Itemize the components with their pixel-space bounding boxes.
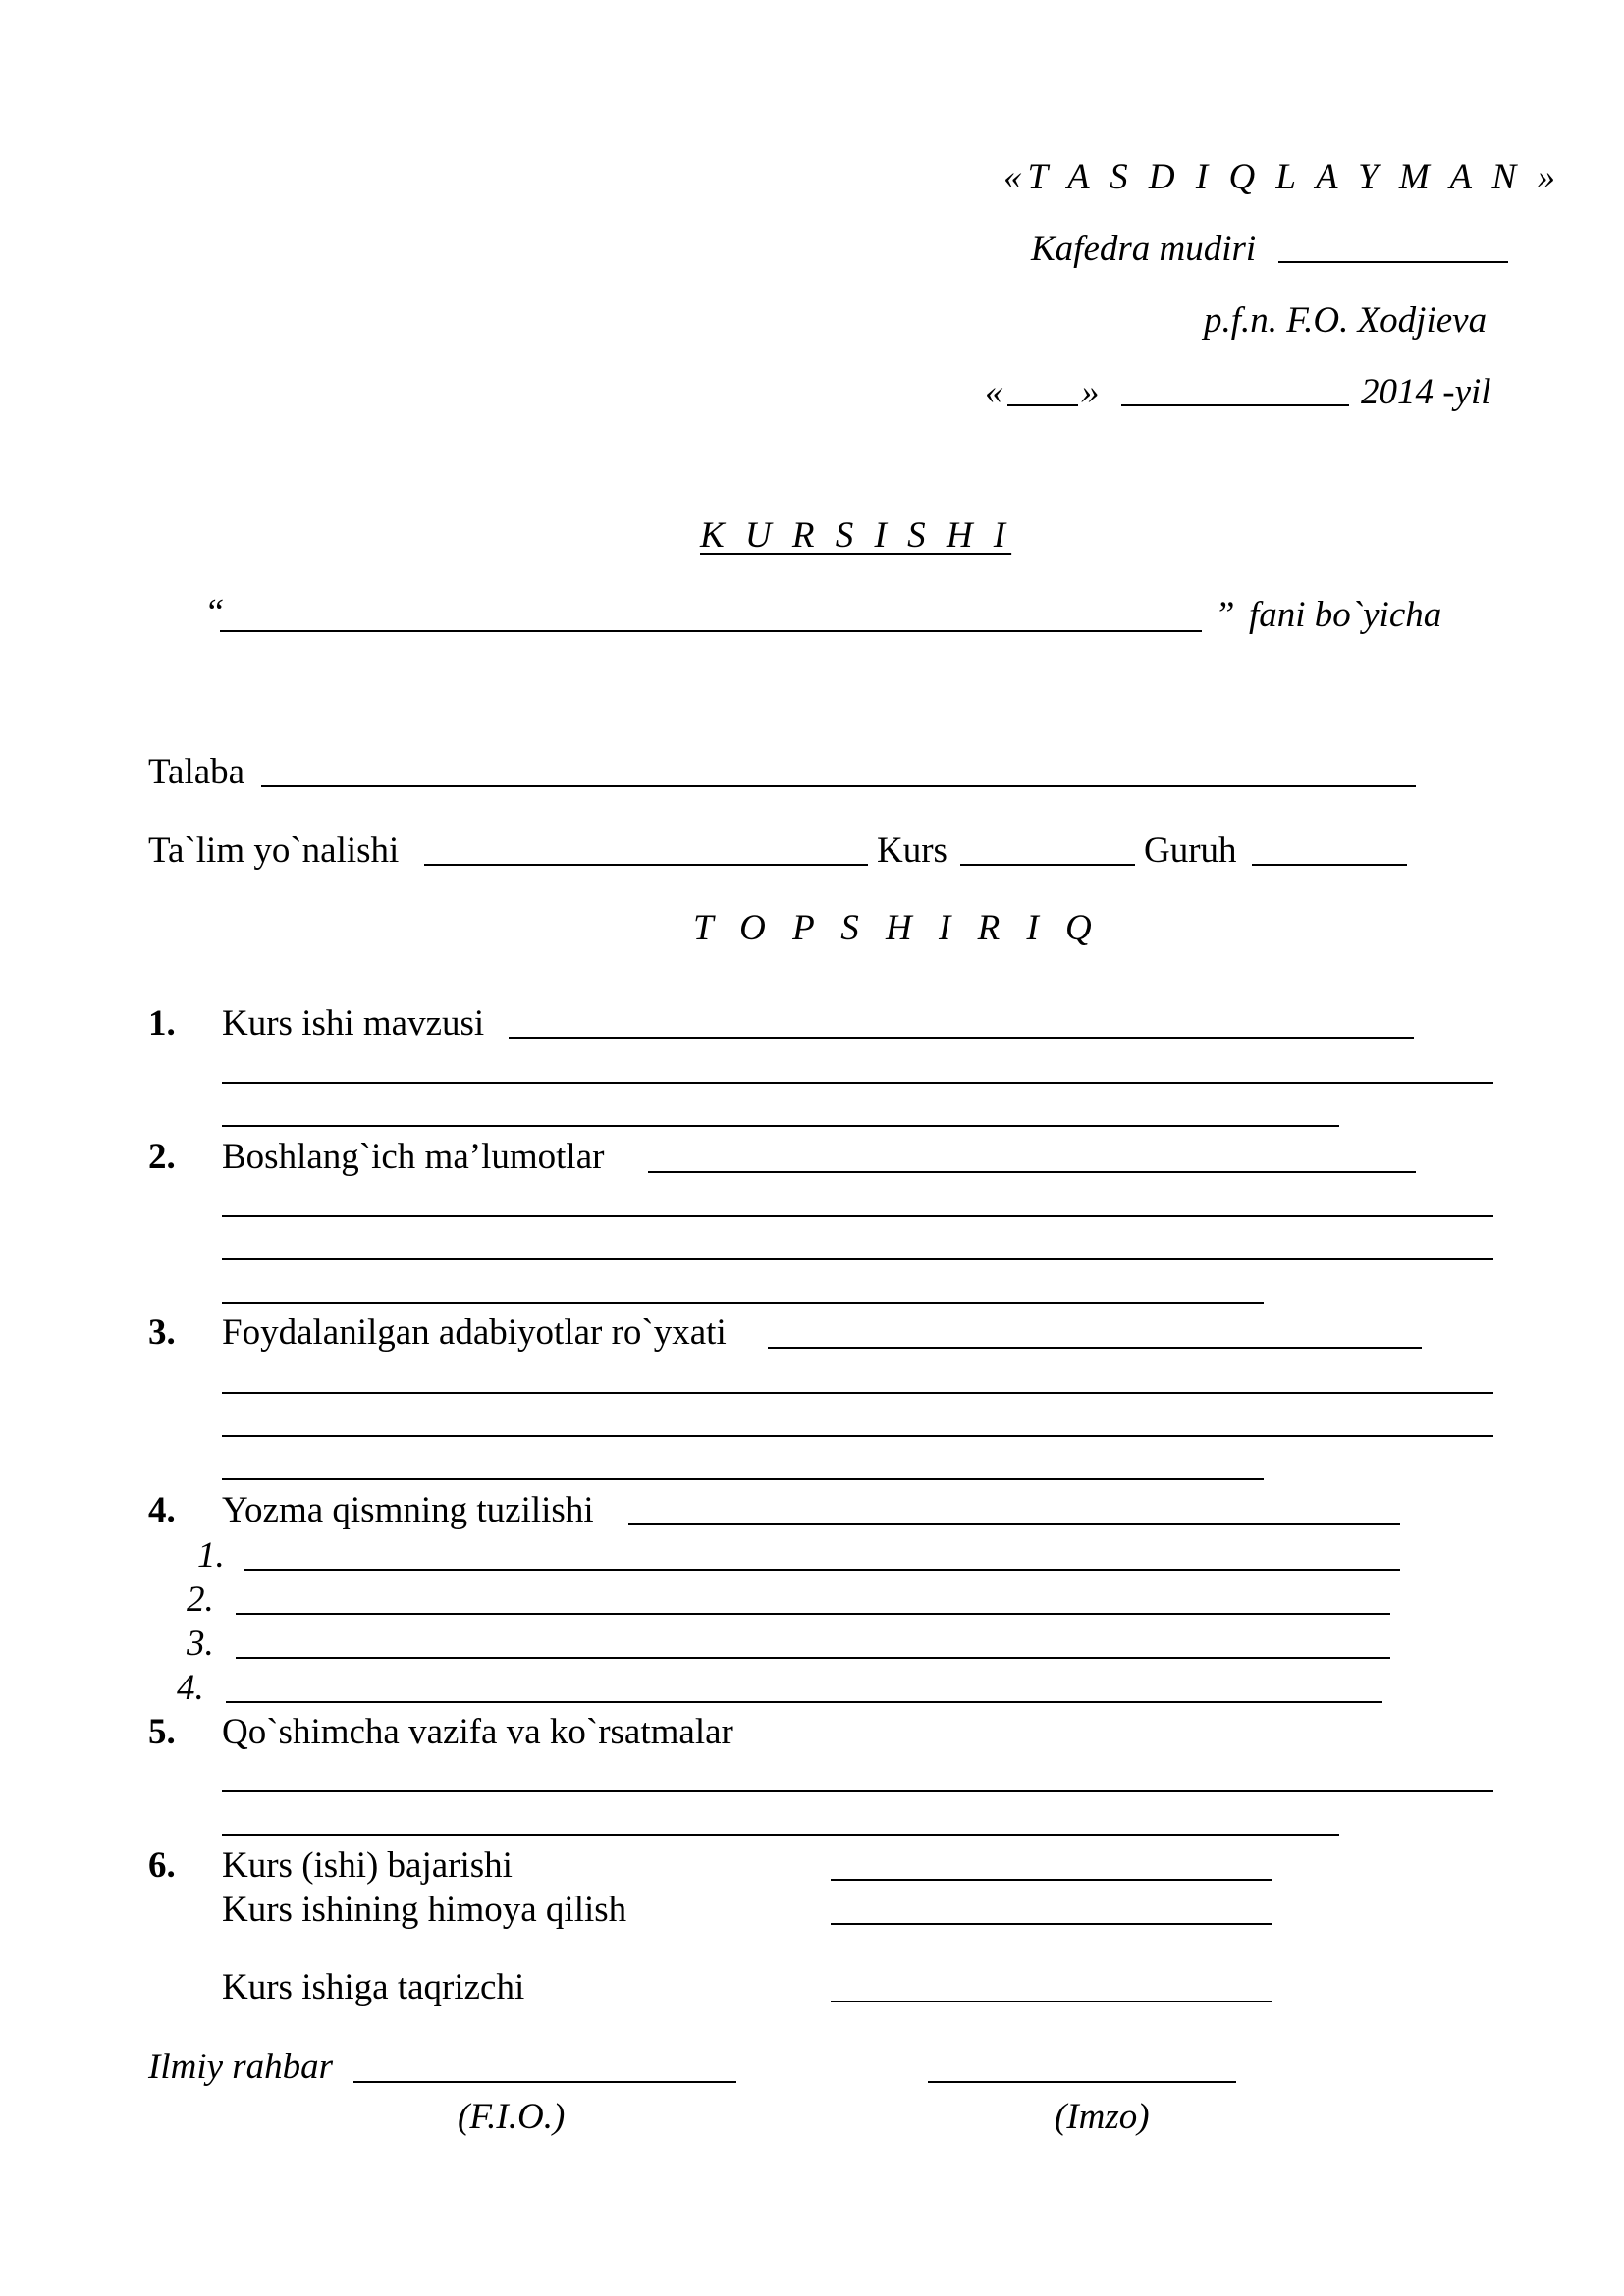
- item-5-line: [222, 1790, 1493, 1792]
- subitem-line-2: [236, 1613, 1390, 1615]
- item-4-line: [628, 1523, 1400, 1525]
- item-1-line: [222, 1125, 1339, 1127]
- subitem-number-1: 1.: [197, 1535, 225, 1575]
- subitem-line-3: [236, 1657, 1390, 1659]
- course-line: [960, 864, 1135, 866]
- supervisor-signature-line: [928, 2081, 1236, 2083]
- item-label-5: Qo`shimcha vazifa va ko`rsatmalar: [222, 1712, 733, 1752]
- approval-title: «T A S D I Q L A Y M A N »: [1003, 157, 1561, 197]
- item-1-line: [509, 1037, 1414, 1039]
- head-label: Kafedra mudiri: [1031, 229, 1257, 269]
- supervisor-label: Ilmiy rahbar: [148, 2047, 334, 2087]
- item-3-line: [222, 1478, 1264, 1480]
- supervisor-name-line: [353, 2081, 736, 2083]
- item-label-6: Kurs (ishi) bajarishi: [222, 1845, 513, 1886]
- fio-caption: (F.I.O.): [458, 2097, 566, 2137]
- item-number-6: 6.: [148, 1845, 176, 1886]
- item-2-line: [648, 1171, 1416, 1173]
- subject-suffix: fani bo`yicha: [1249, 595, 1442, 635]
- approval-year: 2014 -yil: [1361, 372, 1491, 412]
- subject-close-quote: ”: [1215, 595, 1235, 635]
- completion-line: [831, 1879, 1272, 1881]
- item-3-line: [222, 1435, 1493, 1437]
- date-open-quote: «: [985, 372, 1003, 412]
- item-1-line: [222, 1082, 1493, 1084]
- item-3-line: [222, 1392, 1493, 1394]
- item-2-line: [222, 1258, 1493, 1260]
- student-line: [261, 785, 1416, 787]
- subitem-line-4: [226, 1701, 1382, 1703]
- subitem-number-2: 2.: [187, 1579, 214, 1620]
- group-label: Guruh: [1144, 830, 1237, 871]
- head-name: p.f.n. F.O. Xodjieva: [1204, 300, 1488, 341]
- task-title: T O P S H I R I Q: [693, 908, 1101, 948]
- group-line: [1252, 864, 1407, 866]
- item-label-3: Foydalanilgan adabiyotlar ro`yxati: [222, 1312, 727, 1353]
- item-2-line: [222, 1215, 1493, 1217]
- item-number-1: 1.: [148, 1003, 176, 1043]
- student-label: Talaba: [148, 752, 245, 792]
- item-label-4: Yozma qismning tuzilishi: [222, 1490, 594, 1530]
- reviewer-line: [831, 2001, 1272, 2002]
- course-label: Kurs: [877, 830, 947, 871]
- subitem-number-3: 3.: [187, 1624, 214, 1664]
- subitem-number-4: 4.: [177, 1668, 204, 1708]
- subitem-line-1: [244, 1569, 1400, 1571]
- item-number-5: 5.: [148, 1712, 176, 1752]
- direction-line: [424, 864, 868, 866]
- subject-line: [220, 630, 1202, 632]
- item-5-line: [222, 1834, 1339, 1836]
- head-signature-line: [1278, 261, 1508, 263]
- item-number-3: 3.: [148, 1312, 176, 1353]
- defense-line: [831, 1923, 1272, 1925]
- date-month-line: [1121, 404, 1349, 406]
- defense-label: Kurs ishining himoya qilish: [222, 1890, 627, 1930]
- date-day-line: [1007, 404, 1078, 406]
- item-3-line: [768, 1347, 1422, 1349]
- signature-caption: (Imzo): [1055, 2097, 1150, 2137]
- document-title: K U R S I S H I: [700, 515, 1012, 556]
- direction-label: Ta`lim yo`nalishi: [148, 830, 400, 871]
- item-number-4: 4.: [148, 1490, 176, 1530]
- item-label-2: Boshlang`ich ma’lumotlar: [222, 1137, 605, 1177]
- item-2-line: [222, 1302, 1264, 1304]
- reviewer-label: Kurs ishiga taqrizchi: [222, 1967, 525, 2007]
- item-number-2: 2.: [148, 1137, 176, 1177]
- subject-open-quote: “: [204, 592, 225, 632]
- date-close-quote: »: [1081, 372, 1100, 412]
- item-label-1: Kurs ishi mavzusi: [222, 1003, 485, 1043]
